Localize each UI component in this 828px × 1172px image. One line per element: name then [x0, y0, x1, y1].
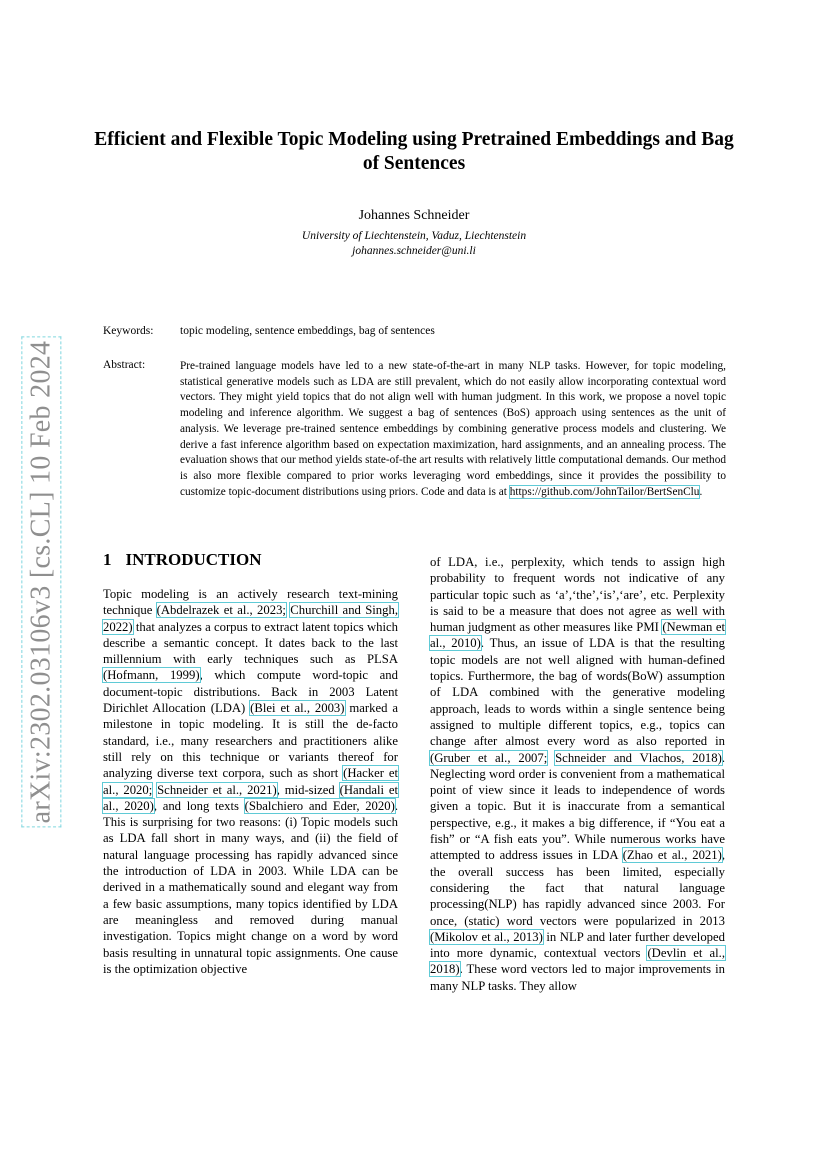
- author-email: johannes.schneider@uni.li: [352, 245, 476, 257]
- paper-title: Efficient and Flexible Topic Modeling using Pretrained Embeddings and Bag of Sentences: [94, 129, 734, 174]
- body-text: . This is surprising for two reasons: (i) Topic models such as LDA fall short in many ways, and (ii) the field of natural language processing has rapidly advanced since the introduction of LDA in 2003. While LDA can be derived in a mathematically sound and elegant way from a few basic assumptions, many topics identified by LDA are meaningless and removed during manual investigation. Topics might change on a word by word basis resulting in unnatural topic assignments. One cause is the optimization objective: [103, 798, 398, 976]
- citation-link[interactable]: (Gruber et al., 2007;: [430, 750, 548, 765]
- citation-link[interactable]: Schneider and Vlachos, 2018): [555, 750, 722, 765]
- right-column-paragraph: [430, 554, 725, 994]
- citation-link[interactable]: (Hofmann, 1999): [103, 668, 200, 683]
- body-text: . Thus, an issue of LDA is that the resulting topic models are not well aligned with human-defined topics. Furthermore, the bag of words(BoW) assumption of LDA combined with the generative modeling approach, leads to words within a single sentence being assigned to multiple different topics, e.g., topics can change after almost every word as also reported in: [430, 636, 725, 749]
- body-text: in NLP and later further developed into more dynamic, contextual vectors: [430, 929, 725, 961]
- abstract-text: Pre-trained language models have led to a new state-of-the-art in many NLP tasks. However, for topic modeling, statistical generative models such as LDA are still prevalent, which do not easily allow incorporating contextual word vectors. They might yield topics that do not align well with human judgment. In this work, we propose a novel topic modeling and inference algorithm. We suggest a bag of sentences (BoS) approach using sentences as the unit of analysis. We leverage pre-trained sentence embeddings by combining generative process models and clustering. We derive a fast inference algorithm based on expectation maximization, hard assignments, and an annealing process. The evaluation shows that our method yields state-of-the art results with relatively little computational demands. Our method is also more flexible compared to prior works leveraging word embeddings, since it provides the possibility to customize topic-document distributions using priors. Code and data is at: [180, 360, 726, 498]
- code-repository-link[interactable]: https://github.com/JohnTailor/BertSenClu: [509, 485, 700, 498]
- citation-link[interactable]: (Devlin et al., 2018): [430, 946, 725, 977]
- abstract-body: [180, 359, 726, 500]
- citation-link[interactable]: (Mikolov et al., 2013): [430, 929, 543, 944]
- citation-link[interactable]: (Abdelrazek et al., 2023;: [156, 603, 286, 618]
- author-affiliation-block: [90, 229, 738, 259]
- citation-link[interactable]: (Blei et al., 2003): [250, 701, 345, 716]
- keywords-label: Keywords:: [103, 325, 154, 337]
- arxiv-identifier-text: arXiv:2302.03106v3 [cs.CL] 10 Feb 2024: [25, 340, 56, 824]
- body-text: that analyzes a corpus to extract latent topics which describe a semantic concept. It dates back to the last millennium with early techniques such as PLSA: [103, 619, 398, 667]
- body-text: , the overall success has been limited, especially considering the fact that natural language processing(NLP) has rapidly advanced since 2003. For once, (static) word vectors were popularized in 2013: [430, 848, 725, 928]
- body-text: of LDA, i.e., perplexity, which tends to assign high probability to frequent words not indicative of any particular topic such as ‘a’,‘the’,‘is’,‘are’, etc. Perplexity is said to be a measure that does not agree as well with human judgment as other measures like PMI: [430, 555, 725, 635]
- body-text: . These word vectors led to major improvements in many NLP tasks. They allow: [430, 962, 725, 993]
- abstract-end: .: [699, 485, 703, 498]
- citation-link[interactable]: (Sbalchiero and Eder, 2020): [244, 798, 395, 813]
- body-text: marked a milestone in topic modeling. It is still the de-facto standard, i.e., many researchers and practitioners alike still rely on this technique or variants thereof for analyzing diverse text corpora, such as short: [103, 701, 398, 781]
- body-text: , and long texts: [153, 798, 245, 813]
- citation-link[interactable]: (Newman et al., 2010): [430, 620, 725, 651]
- citation-link[interactable]: (Zhao et al., 2021): [622, 848, 722, 863]
- citation-link[interactable]: (Handali et al., 2020): [103, 782, 399, 813]
- body-text: Topic modeling is an actively research text-mining technique: [103, 587, 398, 618]
- body-text: , mid-sized: [276, 782, 340, 797]
- body-text: . Neglecting word order is convenient from a mathematical point of view since it leads to independence of words given a topic. But it is inaccurate from a semantical perspective, e.g., it makes a big difference, if “You eat a fish” or “A fish eats you”. While numerous works have attempted to address issues in LDA: [430, 750, 726, 863]
- arxiv-identifier[interactable]: [20, 338, 62, 826]
- keywords-text: topic modeling, sentence embeddings, bag of sentences: [180, 325, 435, 337]
- abstract-label: Abstract:: [103, 359, 146, 371]
- body-text: , which compute word-topic and document-topic distributions. Back in 2003 Latent Dirichlet Allocation (LDA): [103, 668, 398, 716]
- citation-link[interactable]: Schneider et al., 2021): [157, 782, 277, 797]
- body-text: [547, 751, 555, 765]
- citation-link[interactable]: Churchill and Singh, 2022): [103, 603, 399, 634]
- section-number: 1: [103, 550, 112, 569]
- section-title: INTRODUCTION: [125, 550, 262, 569]
- section-heading: [103, 550, 262, 570]
- left-column-paragraph: [103, 586, 398, 977]
- author-name: Johannes Schneider: [358, 208, 470, 223]
- affiliation: University of Liechtenstein, Vaduz, Liechtenstein: [301, 230, 527, 242]
- citation-link[interactable]: (Hacker et al., 2020;: [103, 766, 398, 797]
